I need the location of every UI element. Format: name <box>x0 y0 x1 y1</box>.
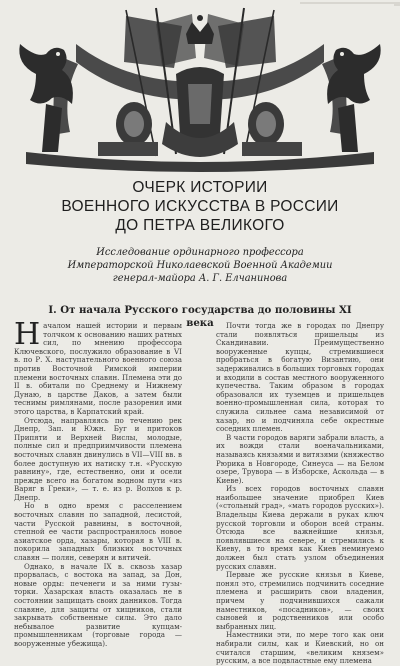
engraving-art <box>6 4 394 174</box>
left-paragraph-4: Однако, в начале IX в. сквозь хазар прорвалась, с востока на запад, за Дон, новые орды: печенеги и за ними гузы-торки. Хазарская власть оказалась не в состоянии защищать своих данников. Тогда славяне, для защиты от хищников, стали закрывать собственные силы. Это дало небывалое развитие купцам-промышленникам (торговые города — вооруженные убежища). <box>14 561 182 648</box>
subtitle-line-1: Исследование ординарного профессора <box>96 247 304 258</box>
left-paragraph-1 <box>14 317 182 417</box>
subtitle-line-3: генерал-майора А. Г. Елчанинова <box>112 273 288 284</box>
right-paragraph-4: Первые же русские князья в Киеве, понял это, стремились подчинить соседние племена и расширить свои владения, причем у подчинившихся сажали наместников, «посадников», — своих сыновей и родственников или особо выбранных лиц. <box>216 570 384 631</box>
title-line-3: ДО ПЕТРА ВЕЛИКОГО <box>115 217 285 234</box>
left-column <box>14 317 182 649</box>
left-paragraph-2: Отсюда, направляясь по течению рек Днепр, Зап. и Южн. Буг и притоков Припяти и Верхней Вислы, молодые, полные сил и предприимчивости племена восточных славян двинулись в VII—VIII вв. в более доступную их натиску т.н. «Русскую равнину», где, естественно, они и осели прежде всего на богатом водном пути «из Варяг в Греки», — т. е. из р. Волхов к р. Днепр. <box>14 415 182 502</box>
heraldic-engraving <box>6 4 394 174</box>
subtitle-line-2: Императорской Николаевской Военной Академии <box>67 260 333 271</box>
section-heading: I. От начала Русского государства до половины XI века <box>48 304 352 329</box>
right-paragraph-5: Наместники эти, по мере того как они набирали силы, как и Киевский, но он считался старшим, «великим князем» русским, а все подвластные ему племена <box>216 630 384 666</box>
title-line-1: ОЧЕРК ИСТОРИИ <box>132 179 268 196</box>
right-paragraph-2: В части городов варяги забрали власть, а их вожди стали военачальниками, называясь князьями и витязями (княжество Рюрика в Новгороде, Синеуса — на Белом озере, Трувора — в Изборске, Аскольда — в Киеве). <box>216 432 384 485</box>
right-paragraph-3: Из всех городов восточных славян наибольшее значение приобрел Киев («стольный град», «мать городов русских»). Владельцы Киева держали в руках ключ русской торговли и оборон всей страны. Отсюда все важнейшие князья, появлявшиеся на севере, и стремились к Киеву, в то время как Киев неминуемо должен был стать узлом объединения русских славян. <box>216 484 384 571</box>
left-paragraph-1-text: ачалом нашей истории и первым толчком к основанию наших ратных сил, по мнению профессора Ключевского, послужило образование в VI в. по Р. Х. наступательного военного союза против Восточной Римской империи племени восточных славян. Племена эти до II в. обитали по Среднему и Нижнему Дунаю, в царстве Даков, а затем были теснимы римлянами, после разорения ими этого царства, в Карпатский край. <box>14 321 182 416</box>
chapter-title <box>0 178 400 235</box>
left-paragraph-3: Но в одно время с расселением восточных славян по западной, лесистой, части Русской равнины, в восточной, степной ее части распространялось новое азиатское орда, хазары, которая в VIII в. покорила западных близких восточных славян — полян, северян и вятичей. <box>14 501 182 563</box>
author-subtitle <box>40 246 360 285</box>
right-paragraph-1: Почти тогда же в городах по Днепру стали появляться пришельцы из Скандинавии. Преимущественно вооруженные купцы, стремившиеся пробраться в богатую Византию, они задерживались в больших торговых городах и входили в состав местного вооруженного купечества. Таким образом в городах образовался их туземцев и пришельцев военно-промышленная сила, которая то служила сильнее сама независимой от хазар, но и подчиняла себе окрестные соседних племен. <box>216 321 384 434</box>
dropcap-letter: Н <box>14 317 41 352</box>
title-line-2: ВОЕННОГО ИСКУССТВА В РОССИИ <box>61 198 339 215</box>
right-column <box>216 322 384 666</box>
